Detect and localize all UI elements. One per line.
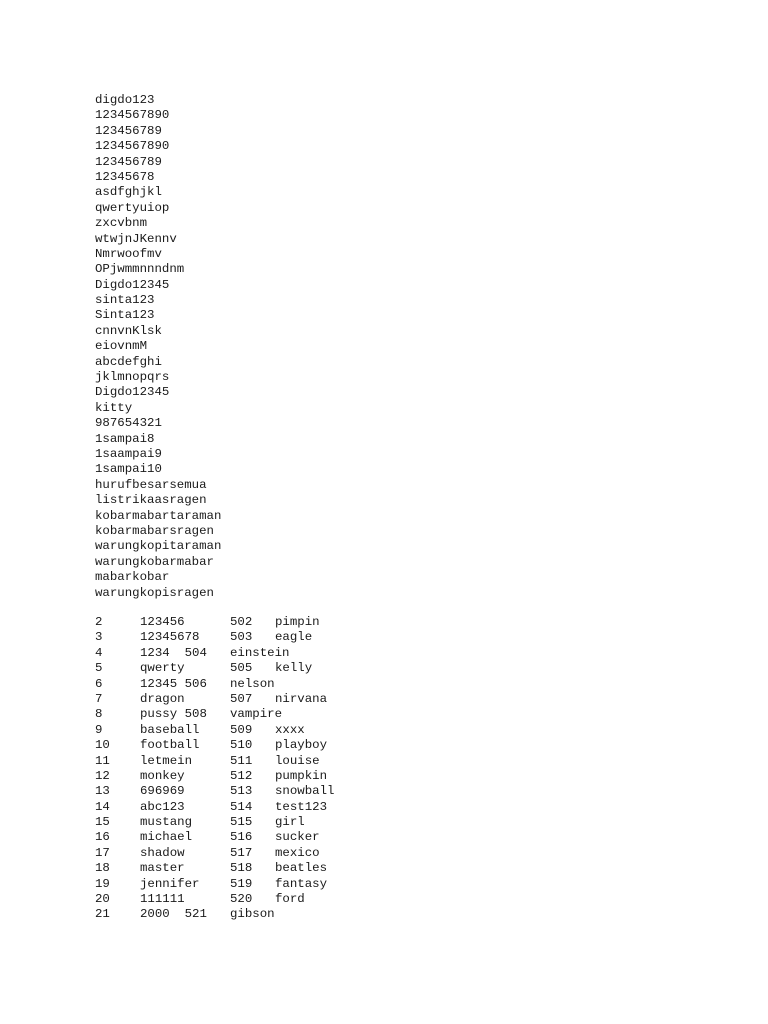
table-cell: 9 (95, 722, 103, 737)
table-cell: 515 (230, 815, 253, 830)
list-item: abcdefghi (95, 354, 162, 369)
list-item: mabarkobar (95, 570, 170, 585)
table-cell: 17 (95, 845, 110, 860)
table-cell: girl (275, 815, 305, 830)
table-cell: 18 (95, 861, 110, 876)
list-item: Digdo12345 (95, 385, 170, 400)
table-cell: eagle (275, 630, 313, 645)
table-cell: 502 (230, 615, 253, 629)
table-cell: nelson (230, 676, 275, 691)
table-cell: 2 (95, 615, 103, 629)
list-item: 12345678 (95, 169, 155, 184)
table-cell: snowball (275, 784, 335, 799)
table-cell: pussy 508 (140, 707, 207, 722)
list-item: Nmrwoofmv (95, 246, 162, 261)
table-cell: 12 (95, 768, 110, 783)
list-item: kobarmabarsragen (95, 523, 214, 538)
table-cell: 10 (95, 738, 110, 753)
table-cell: dragon (140, 691, 185, 706)
table-cell: 21 (95, 907, 110, 922)
table-cell: 512 (230, 768, 253, 783)
table-cell: 123456 (140, 615, 185, 629)
table-cell: pimpin (275, 615, 320, 629)
table-cell: xxxx (275, 722, 305, 737)
table-cell: mexico (275, 845, 320, 860)
table-cell: 16 (95, 830, 110, 845)
list-item: 1234567890 (95, 108, 170, 123)
list-item: zxcvbnm (95, 216, 148, 231)
table-cell: ford (275, 892, 305, 907)
table-cell: 696969 (140, 784, 185, 799)
table-cell: jennifer (140, 876, 200, 891)
list-item: OPjwmmnnndnm (95, 262, 185, 277)
table-cell: letmein (140, 753, 193, 768)
list-item: 1sampai10 (95, 462, 162, 477)
list-item: listrikaasragen (95, 493, 207, 508)
list-item: sinta123 (95, 293, 155, 308)
table-cell: gibson (230, 907, 275, 922)
table-cell: beatles (275, 861, 328, 876)
table-cell: 7 (95, 691, 103, 706)
table-cell: 12345 506 (140, 676, 207, 691)
list-item: cnnvnKlsk (95, 323, 162, 338)
table-cell: 6 (95, 676, 103, 691)
list-item: 1saampai9 (95, 446, 162, 461)
table-cell: 517 (230, 845, 253, 860)
list-item: eiovnmM (95, 339, 148, 354)
table-cell: sucker (275, 830, 320, 845)
table-cell: master (140, 861, 185, 876)
table-cell: 14 (95, 799, 110, 814)
table-cell: 2000 521 (140, 907, 207, 922)
table-cell: 4 (95, 645, 103, 660)
table-cell: 11 (95, 753, 110, 768)
table-cell: 1234 504 (140, 645, 207, 660)
list-item: warungkobarmabar (95, 554, 214, 569)
list-item: asdfghjkl (95, 185, 162, 200)
table-cell: 513 (230, 784, 253, 799)
list-item: Sinta123 (95, 308, 155, 323)
table-cell: 13 (95, 784, 110, 799)
table-cell: 8 (95, 707, 103, 722)
table-cell: 511 (230, 753, 253, 768)
list-item: warungkopisragen (95, 585, 214, 600)
table-cell: 518 (230, 861, 253, 876)
table-cell: 12345678 (140, 630, 200, 645)
list-item: 1234567890 (95, 139, 170, 154)
table-cell: nirvana (275, 691, 328, 706)
table-cell: 505 (230, 661, 253, 676)
table-cell: 15 (95, 815, 110, 830)
list-item: Digdo12345 (95, 277, 170, 292)
list-item: 987654321 (95, 416, 162, 431)
table-cell: 516 (230, 830, 253, 845)
table-cell: 514 (230, 799, 253, 814)
table-cell: einstein (230, 645, 290, 660)
list-item: qwertyuiop (95, 200, 170, 215)
table-cell: 510 (230, 738, 253, 753)
list-item: warungkopitaraman (95, 539, 222, 554)
table-cell: abc123 (140, 799, 185, 814)
list-item: digdo123 (95, 93, 155, 107)
list-item: 123456789 (95, 154, 162, 169)
table-cell: fantasy (275, 876, 328, 891)
table-cell: kelly (275, 661, 313, 676)
table-cell: shadow (140, 845, 185, 860)
table-cell: 20 (95, 892, 110, 907)
table-cell: qwerty (140, 661, 185, 676)
table-cell: 3 (95, 630, 103, 645)
table-cell: 503 (230, 630, 253, 645)
list-item: wtwjnJKennv (95, 231, 177, 246)
table-cell: 507 (230, 691, 253, 706)
table-cell: 111111 (140, 892, 185, 907)
table-cell: 519 (230, 876, 253, 891)
table-cell: playboy (275, 738, 328, 753)
list-item: 123456789 (95, 123, 162, 138)
table-cell: football (140, 738, 200, 753)
table-cell: michael (140, 830, 193, 845)
table-cell: vampire (230, 707, 283, 722)
list-item: jklmnopqrs (95, 370, 170, 385)
table-cell: baseball (140, 722, 200, 737)
list-item: kitty (95, 400, 133, 415)
table-cell: mustang (140, 815, 193, 830)
table-cell: pumpkin (275, 768, 328, 783)
list-item: 1sampai8 (95, 431, 155, 446)
table-cell: louise (275, 753, 320, 768)
password-list (95, 93, 221, 601)
list-item: kobarmabartaraman (95, 508, 222, 523)
table-cell: 509 (230, 722, 253, 737)
table-cell: 5 (95, 661, 103, 676)
table-cell: 520 (230, 892, 253, 907)
table-cell: monkey (140, 768, 185, 783)
table-cell: 19 (95, 876, 110, 891)
list-item: hurufbesarsemua (95, 477, 207, 492)
table-cell: test123 (275, 799, 328, 814)
